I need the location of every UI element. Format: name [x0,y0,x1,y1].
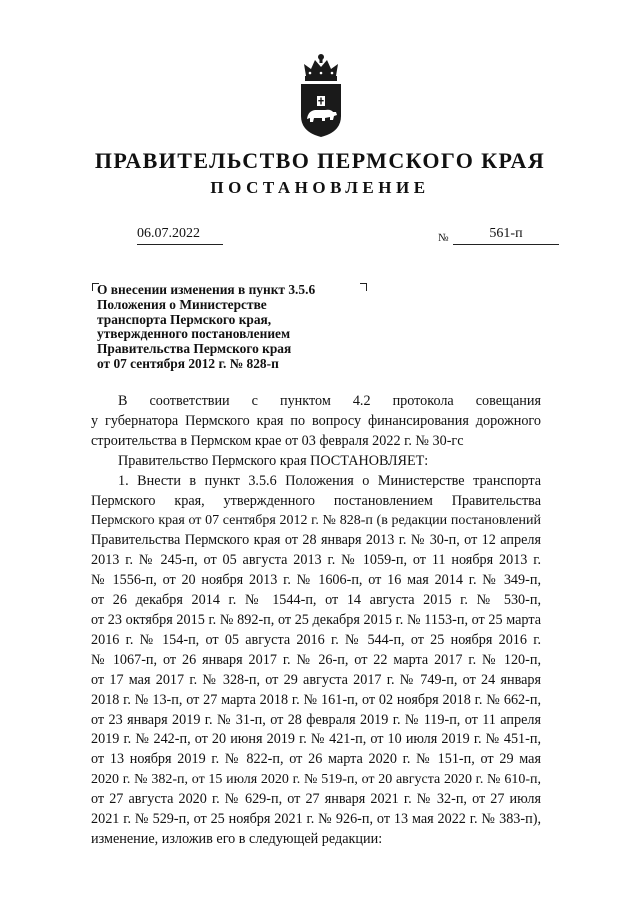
body-line-text: 1. Внести в пункт 3.5.6 Положения о Министерстве транспорта [118,472,541,489]
body-line-text: 2020 г. № 382-п, от 15 июля 2020 г. № 519-п, от 20 августа 2020 г. № 610-п, [91,772,541,788]
body-line [91,651,541,671]
body-line-text: от 17 мая 2017 г. № 328-п, от 29 августа 2017 г. № 749-п, от 24 января [91,671,541,688]
body-line [91,432,541,452]
body-line-text: Правительства Пермского края от 28 января 2013 г. № 30-п, от 12 апреля [91,532,541,549]
body-line [91,671,541,691]
body-line-text: № 1067-п, от 26 января 2017 г. № 26-п, от 22 марта 2017 г. № 120-п, [91,651,541,668]
body-line-text: 2021 г. № 529-п, от 25 ноября 2021 г. № 926-п, от 13 мая 2022 г. № 383-п), [91,811,541,828]
body-line [91,591,541,611]
document-type: ПОСТАНОВЛЕНИЕ [210,178,430,197]
body-line [91,750,541,770]
body-line [91,611,541,631]
subject-line: Положения о Министерстве [97,296,267,312]
body-line [91,631,541,651]
government-title: ПРАВИТЕЛЬСТВО ПЕРМСКОГО КРАЯ [94,148,546,173]
body-line-text: у губернатора Пермского края по вопросу финансирования дорожного [91,412,541,429]
body-line [91,830,541,850]
body-line-text: от 13 ноября 2019 г. № 822-п, от 26 марта 2020 г. № 151-п, от 29 мая [91,751,541,768]
body-line [91,452,541,472]
body-line-text: изменение, изложив его в следующей редакции: [91,830,383,847]
body-line-text: от 23 октября 2015 г. № 892-п, от 25 декабря 2015 г. № 1153-п, от 25 марта [91,611,541,628]
body-line [91,392,541,412]
body-line [91,412,541,432]
body-line [91,551,541,571]
body-line [91,691,541,711]
subject-line: от 07 сентября 2012 г. № 828-п [97,355,279,371]
body-line-text: от 23 января 2019 г. № 31-п, от 28 февраля 2019 г. № 119-п, от 11 апреля [91,711,541,728]
document-body [91,392,541,850]
body-line-text: Пермского края от 07 сентября 2012 г. № 828-п (в редакции постановлений [91,513,541,529]
body-line-text: от 27 августа 2020 г. № 629-п, от 27 января 2021 г. № 32-п, от 27 июля [91,791,541,808]
body-line [91,531,541,551]
document-date: 06.07.2022 [137,226,223,245]
subject-line: утвержденного постановлением [97,326,291,342]
number-sign: № [438,232,449,244]
body-line [91,711,541,731]
body-line-text: В соответствии с пунктом 4.2 протокола совещания [118,393,541,409]
body-line-text: 2019 г. № 242-п, от 20 июня 2019 г. № 421-п, от 10 июля 2019 г. № 451-п, [91,731,541,748]
body-line-text: 2013 г. № 245-п, от 05 августа 2013 г. № 1059-п, от 11 ноября 2013 г. [91,552,541,569]
subject-line: Правительства Пермского края [97,341,292,357]
body-line-text: Пермского края, утвержденного постановлением Правительства [91,492,541,509]
body-line [91,472,541,492]
subject-line: транспорта Пермского края, [97,311,272,327]
body-line-text: 2018 г. № 13-п, от 27 марта 2018 г. № 161-п, от 02 ноября 2018 г. № 662-п, [91,691,541,708]
document-number: 561-п [453,226,559,245]
body-line [91,571,541,591]
body-line-text: строительства в Пермском крае от 03 февраля 2022 г. № 30-гс [91,432,464,449]
body-line [91,511,541,531]
body-line [91,492,541,512]
body-line [91,730,541,750]
perm-krai-coat-of-arms-icon [296,52,346,138]
body-line [91,770,541,790]
document-subject [97,283,367,372]
body-line [91,790,541,810]
body-line-text: 2016 г. № 154-п, от 05 августа 2016 г. № 544-п, от 25 ноября 2016 г. [91,631,541,648]
subject-line: О внесении изменения в пункт 3.5.6 [97,282,316,297]
body-line-text: от 26 декабря 2014 г. № 1544-п, от 14 августа 2015 г. № 530-п, [91,592,541,609]
body-line-text: Правительство Пермского края ПОСТАНОВЛЯЕТ: [118,452,429,469]
body-line [91,810,541,830]
body-line-text: № 1556-п, от 20 ноября 2013 г. № 1606-п, от 16 мая 2014 г. № 349-п, [91,572,541,589]
